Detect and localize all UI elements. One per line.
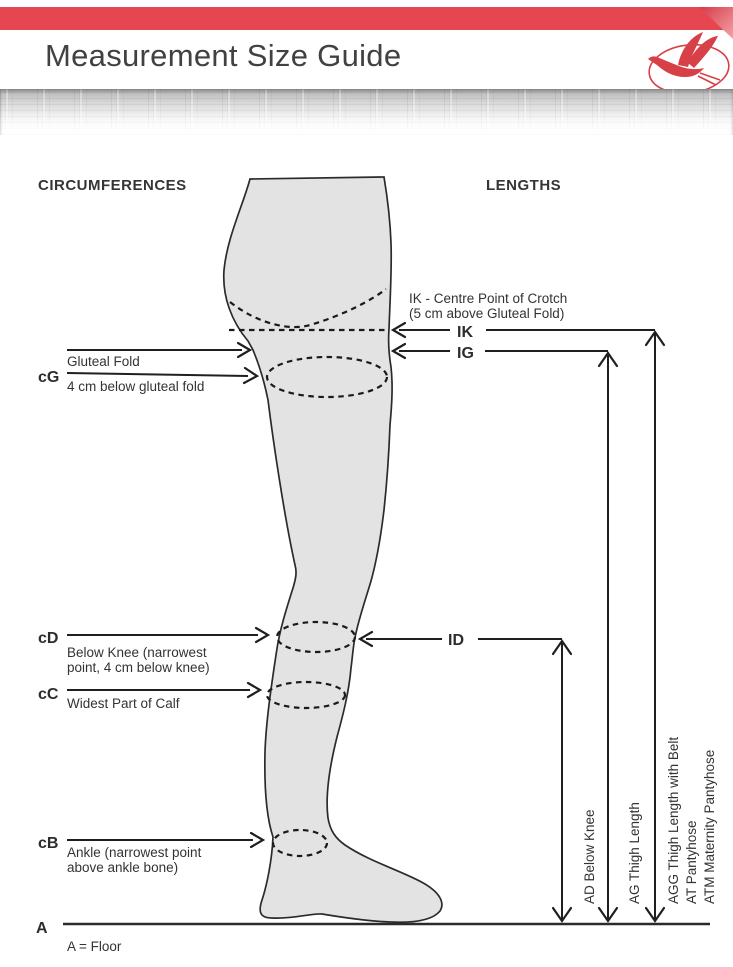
ik-note-line1: IK - Centre Point of Crotch [409,291,568,306]
leg-illustration [224,177,442,922]
ik-arrow [393,323,655,337]
cb-label-line2: above ankle bone) [67,860,179,875]
ig-code: IG [457,345,474,362]
ad-label: AD Below Knee [582,809,597,904]
a-floor-label: A = Floor [67,939,122,954]
ig-arrow [393,344,608,358]
cc-code: cC [38,686,59,703]
ad-length-line [553,641,571,921]
circumferences-heading: CIRCUMFERENCES [38,177,187,194]
at-label: AT Pantyhose [684,820,699,904]
cc-label: Widest Part of Calf [67,696,180,711]
gluteal-fold-label: Gluteal Fold [67,354,140,369]
ag-length-line [599,353,617,921]
ik-note-line2: (5 cm above Gluteal Fold) [409,306,565,321]
agg-length-line [646,332,664,921]
ik-code: IK [457,324,473,341]
ag-label: AG Thigh Length [627,802,642,904]
cb-code: cB [38,835,59,852]
page-title: Measurement Size Guide [45,38,402,73]
lengths-heading: LENGTHS [486,177,562,194]
id-code: ID [448,632,464,649]
cg-label: 4 cm below gluteal fold [67,379,205,394]
cd-label-line2: point, 4 cm below knee) [67,660,210,675]
cb-label-line1: Ankle (narrowest point [67,845,202,860]
cc-arrow [67,683,260,697]
atm-label: ATM Maternity Pantyhose [702,749,717,904]
cg-code: cG [38,369,60,386]
cd-code: cD [38,630,59,647]
cd-label-line1: Below Knee (narrowest [67,645,207,660]
agg-label: AGG Thigh Length with Belt [666,736,681,904]
cd-arrow [67,628,268,642]
a-code: A [36,920,48,937]
